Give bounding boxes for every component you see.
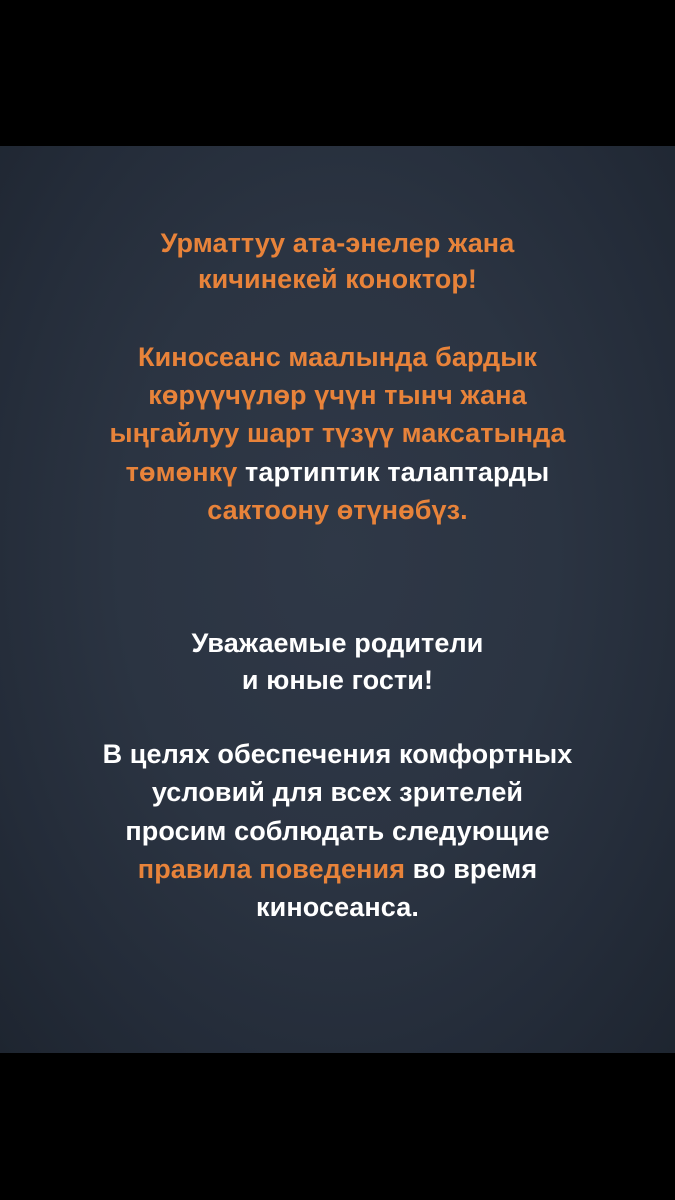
russian-body-line-4: [22, 850, 653, 888]
kyrgyz-body-line-1: Киносеанс маалында бардык: [138, 341, 537, 372]
kyrgyz-body-line-4-rest: тартиптик талаптарды: [237, 456, 550, 487]
russian-body-line-2: условий для всех зрителей: [151, 777, 524, 808]
russian-title-line-2: и юные гости!: [241, 665, 434, 696]
russian-body-line-4-accent: правила поведения: [137, 853, 406, 884]
russian-title-line-1: Уважаемые родители: [191, 628, 484, 659]
kyrgyz-body-line-2: көрүүчүлөр үчүн тынч жана: [148, 380, 527, 411]
russian-body: [0, 735, 675, 927]
kyrgyz-body-line-5: сактоону өтүнөбүз.: [207, 495, 468, 526]
kyrgyz-body-line-4: [22, 453, 653, 491]
russian-body-line-4-rest: во время: [405, 853, 538, 884]
kyrgyz-body-line-3: ыңгайлуу шарт түзүү максатында: [109, 418, 566, 449]
announcement-card: [0, 146, 675, 1053]
russian-body-line-1: В целях обеспечения комфортных: [102, 738, 573, 769]
russian-body-line-3: просим соблюдать следующие: [125, 815, 550, 846]
russian-title: [0, 625, 675, 698]
kyrgyz-title-line-2: кичинекей коноктор!: [197, 263, 478, 294]
kyrgyz-title: [0, 226, 675, 298]
kyrgyz-title-line-1: Урматтуу ата-энелер жана: [160, 228, 515, 258]
kyrgyz-body-line-4-accent: төмөнкү: [125, 456, 238, 487]
russian-body-line-5: киносеанса.: [256, 892, 419, 923]
kyrgyz-body: [0, 338, 675, 530]
